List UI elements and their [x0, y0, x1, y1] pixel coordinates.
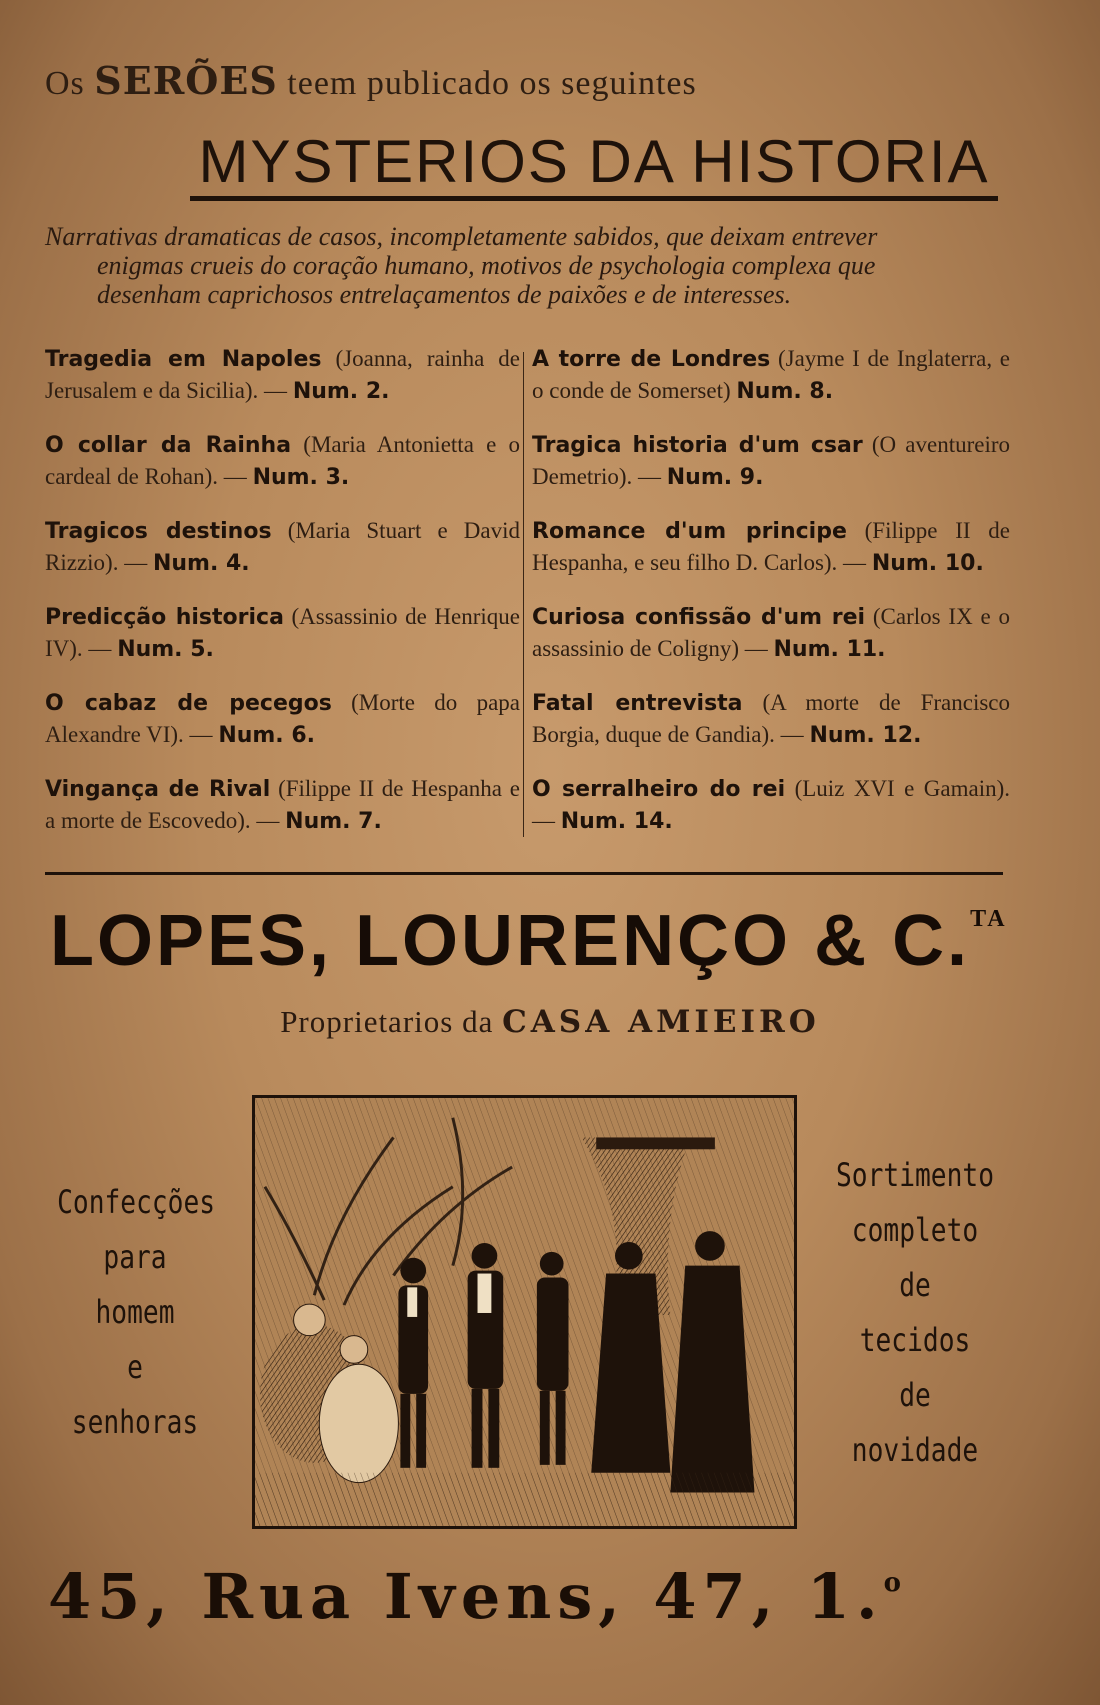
subtitle [45, 222, 1005, 309]
right-slogan [829, 1148, 1001, 1478]
subtitle-line-3: desenham caprichosos entrelaçamentos de paixões e de interesses. [97, 280, 792, 309]
list-item [45, 429, 520, 493]
entry-number: Num. 14. [560, 809, 673, 834]
entry-number: Num. 2. [292, 379, 390, 404]
entries-left-column [45, 343, 520, 859]
slogan-line: e [127, 1348, 143, 1386]
slogan-line: senhoras [71, 1403, 199, 1441]
owners-line [0, 1004, 1100, 1040]
entry-title: Curiosa confissão d'um rei [532, 605, 866, 630]
store-address [48, 1560, 1028, 1633]
slogan-line: tecidos [859, 1321, 971, 1359]
subtitle-line-2: enigmas crueis do coração humano, motivos de psychologia complexa que [97, 251, 876, 280]
list-item [45, 687, 520, 751]
list-item [532, 687, 1010, 751]
entry-number: Num. 3. [252, 465, 350, 490]
list-item [45, 343, 520, 407]
slogan-line: Sortimento [836, 1156, 994, 1194]
main-title: MYSTERIOS DA HISTORIA [190, 128, 998, 201]
slogan-line: para [103, 1238, 167, 1276]
list-item [45, 773, 520, 837]
entry-title: Predicção historica [45, 605, 284, 630]
list-item [532, 343, 1010, 407]
entry-description: (Maria Stuart e David Rizzio). — [45, 518, 520, 575]
intro-suffix: teem publicado os seguintes [287, 65, 697, 102]
entry-number: Num. 7. [285, 809, 382, 834]
entry-number: Num. 11. [773, 637, 886, 662]
entry-number: Num. 6. [218, 723, 315, 748]
entry-number: Num. 9. [666, 465, 764, 490]
company-suffix: TA [970, 906, 1008, 932]
entry-number: Num. 10. [871, 551, 984, 576]
slogan-line: homem [95, 1293, 175, 1331]
list-item [45, 515, 520, 579]
company-name [50, 900, 1010, 982]
entry-description: (Filippe II de Hespanha e a morte de Escovedo). — [45, 776, 520, 833]
entry-description: (Filippe II de Hespanha, e seu filho D. Carlos). — [532, 518, 1010, 575]
slogan-line: completo [851, 1211, 979, 1249]
entries-right-column [532, 343, 1010, 859]
entry-title: O serralheiro do rei [532, 777, 786, 802]
entry-title: Tragicos destinos [45, 519, 272, 544]
address-text: 45, Rua Ivens, 47, 1. [48, 1560, 884, 1633]
section-divider [45, 872, 1003, 875]
entry-number: Num. 12. [809, 723, 922, 748]
entry-description: (Maria Antonietta e o cardeal de Rohan). — [45, 432, 521, 489]
subtitle-line-1: Narrativas dramaticas de casos, incompletamente sabidos, que deixam entrever [45, 222, 878, 251]
entry-title: Tragica historia d'um csar [532, 433, 863, 458]
list-item [532, 773, 1010, 837]
entry-title: Vingança de Rival [45, 777, 271, 802]
list-item [532, 515, 1010, 579]
list-item [45, 601, 520, 665]
entry-number: Num. 4. [152, 551, 250, 576]
entry-description: (A morte de Francisco Borgia, duque de Gandia). — [532, 690, 1010, 747]
list-item [532, 429, 1010, 493]
slogan-line: de [899, 1266, 931, 1304]
store-name: CASA AMIEIRO [502, 1004, 820, 1040]
address-floor-suffix: o [883, 1568, 907, 1598]
entry-description: (Luiz XVI e Gamain). — [532, 776, 1011, 833]
list-item [532, 601, 1010, 665]
entry-number: Num. 8. [736, 379, 834, 404]
entry-title: Tragedia em Napoles [45, 347, 322, 372]
entry-title: O cabaz de pecegos [45, 691, 332, 716]
slogan-line: Confecções [57, 1183, 216, 1221]
owners-prefix: Proprietarios da [280, 1004, 494, 1039]
entry-description: (Assassinio de Henrique IV). — [45, 604, 520, 661]
entry-title: Fatal entrevista [532, 691, 743, 716]
entry-title: O collar da Rainha [45, 433, 292, 458]
salon-engraving-image [252, 1095, 797, 1529]
slogan-line: novidade [851, 1431, 979, 1469]
left-slogan [57, 1175, 216, 1450]
intro-line [45, 58, 697, 103]
intro-brand: SERÕES [94, 58, 278, 103]
entry-title: A torre de Londres [532, 347, 771, 372]
company-name-text: LOPES, LOURENÇO & C. [50, 901, 971, 981]
column-divider [523, 352, 524, 837]
entry-description: (Jayme I de Inglaterra, e o conde de Somerset) [532, 346, 1010, 403]
entry-description: (Carlos IX e o assassinio de Coligny) — [532, 604, 1011, 661]
slogan-line: de [899, 1376, 931, 1414]
entry-title: Romance d'um principe [532, 519, 847, 544]
entry-description: (Joanna, rainha de Jerusalem e da Sicilia). — [45, 346, 521, 403]
entry-description: (Morte do papa Alexandre VI). — [45, 690, 520, 747]
intro-prefix: Os [45, 65, 85, 102]
entry-description: (O aventureiro Demetrio). — [532, 432, 1010, 489]
entry-number: Num. 5. [117, 637, 214, 662]
